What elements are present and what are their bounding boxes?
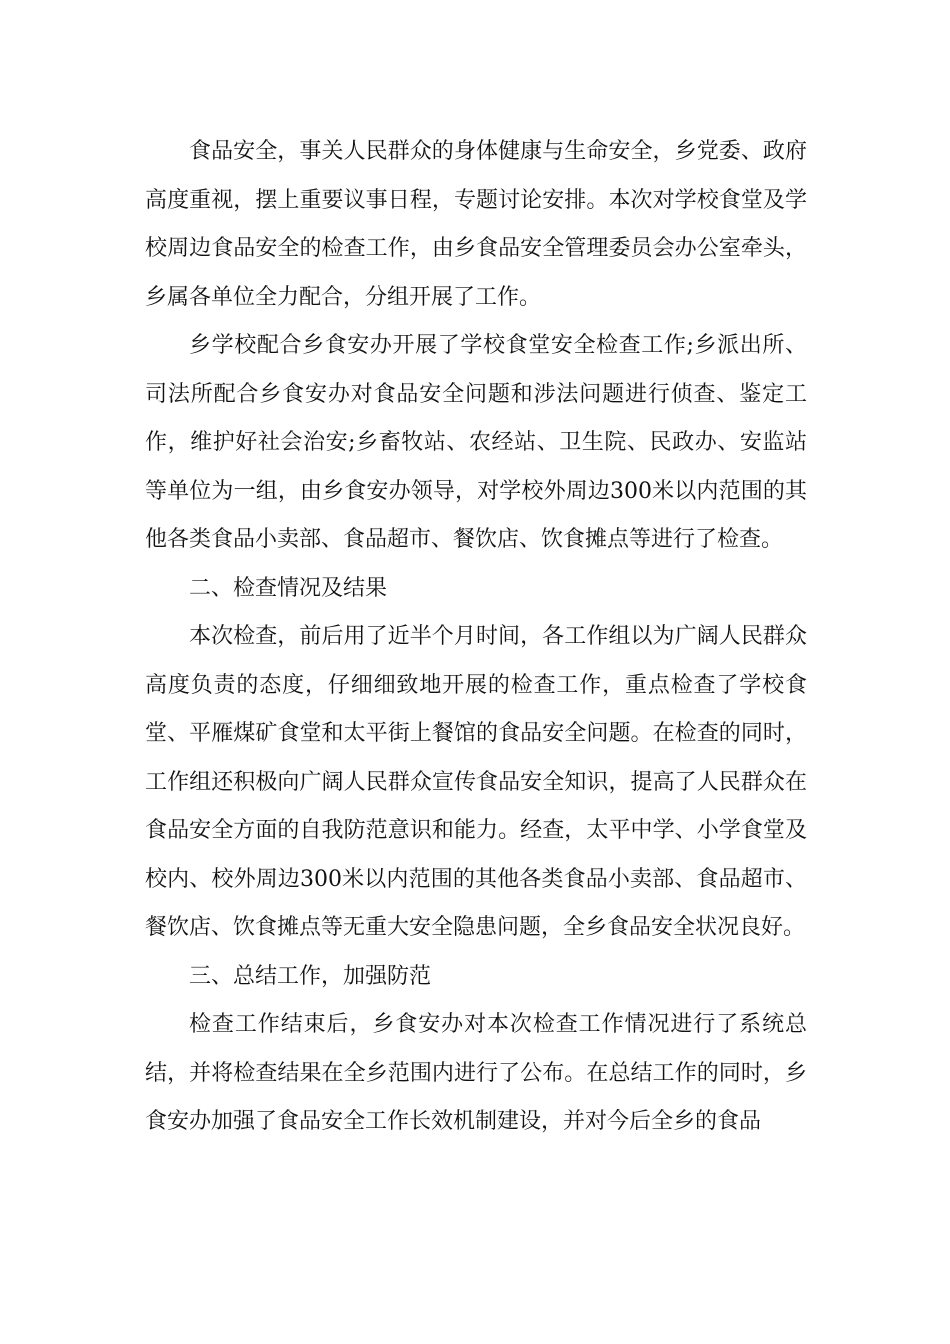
- section-heading-summary: 三、总结工作，加强防范: [189, 963, 432, 989]
- paragraph-intro: 食品安全，事关人民群众的身体健康与生命安全，乡党委、政府高度重视，摆上重要议事日程，专题讨论安排。本次对学校食堂及学校周边食品安全的检查工作，由乡食品安全管理委员会办公室牵头，乡属各单位全力配合，分组开展了工作。: [145, 139, 807, 310]
- paragraph-summary: 检查工作结束后，乡食安办对本次检查工作情况进行了系统总结，并将检查结果在全乡范围内进行了公布。在总结工作的同时，乡食安办加强了食品安全工作长效机制建设，并对今后全乡的食品: [145, 1012, 807, 1134]
- paragraph-results: 本次检查，前后用了近半个月时间，各工作组以为广阔人民群众高度负责的态度，仔细细致地开展的检查工作，重点检查了学校食堂、平雁煤矿食堂和太平街上餐馆的食品安全问题。在检查的同时，工作组还积极向广阔人民群众宣传食品安全知识，提高了人民群众在食品安全方面的自我防范意识和能力。经查，太平中学、小学食堂及校内、校外周边300米以内范围的其他各类食品小卖部、食品超市、餐饮店、饮食摊点等无重大安全隐患问题，全乡食品安全状况良好。: [145, 624, 807, 940]
- paragraph-cooperation: 乡学校配合乡食安办开展了学校食堂安全检查工作;乡派出所、司法所配合乡食安办对食品安全问题和涉法问题进行侦查、鉴定工作，维护好社会治安;乡畜牧站、农经站、卫生院、民政办、安监站等单位为一组，由乡食安办领导，对学校外周边300米以内范围的其他各类食品小卖部、食品超市、餐饮店、饮食摊点等进行了检查。: [145, 333, 807, 552]
- document-body: [145, 128, 807, 1147]
- section-heading-results: 二、检查情况及结果: [189, 575, 388, 601]
